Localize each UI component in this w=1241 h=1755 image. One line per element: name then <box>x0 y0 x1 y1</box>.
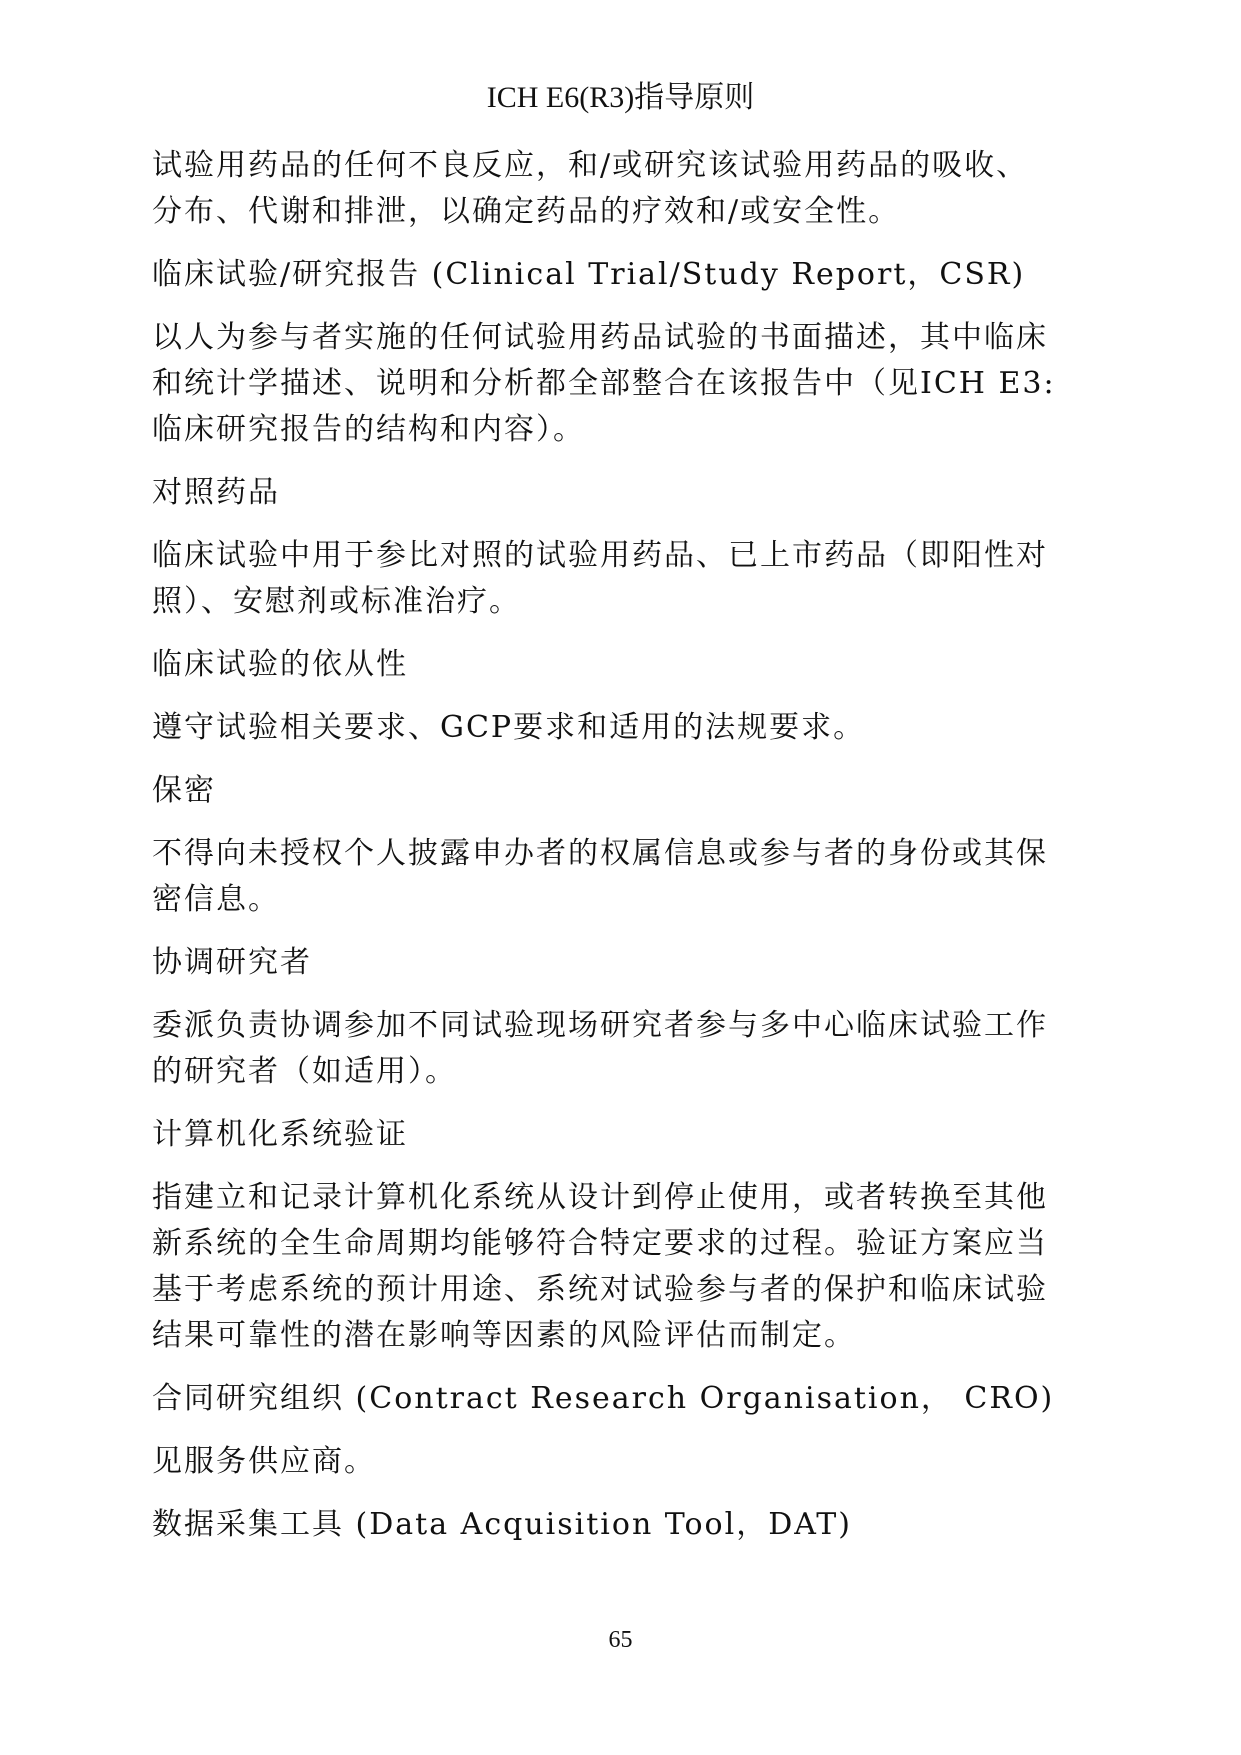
intro-definition <box>152 143 1092 235</box>
definition-line: 遵守试验相关要求、GCP要求和适用的法规要求。 <box>152 710 866 745</box>
definition-line: 临床研究报告的结构和内容）。 <box>152 412 585 447</box>
definition-line: 结果可靠性的潜在影响等因素的风险评估而制定。 <box>152 1318 856 1353</box>
definition-line: 指建立和记录计算机化系统从设计到停止使用，或者转换至其他 <box>152 1180 1048 1215</box>
term-heading: 临床试验/研究报告 (Clinical Trial/Study Report，CSR) <box>152 257 1026 292</box>
term-heading: 数据采集工具 (Data Acquisition Tool，DAT) <box>152 1507 852 1542</box>
definition-line: 以人为参与者实施的任何试验用药品试验的书面描述，其中临床 <box>152 320 1048 355</box>
definition-line: 见服务供应商。 <box>152 1444 376 1479</box>
definition-line: 照）、安慰剂或标准治疗。 <box>152 584 521 619</box>
glossary-entry-cro <box>152 1376 1092 1485</box>
term-heading: 计算机化系统验证 <box>152 1117 408 1152</box>
glossary-entry-compliance <box>152 642 1092 751</box>
term-heading: 保密 <box>152 773 216 808</box>
term-heading: 临床试验的依从性 <box>152 647 408 682</box>
glossary-content <box>152 143 1092 1565</box>
definition-line: 试验用药品的任何不良反应，和/或研究该试验用药品的吸收、 <box>152 148 1029 183</box>
term-definition <box>152 831 1092 923</box>
page-header-title: ICH E6(R3)指导原则 <box>486 81 755 114</box>
definition-line: 不得向未授权个人披露申办者的权属信息或参与者的身份或其保 <box>152 836 1048 871</box>
term-definition <box>152 1003 1092 1095</box>
definition-line: 委派负责协调参加不同试验现场研究者参与多中心临床试验工作 <box>152 1008 1048 1043</box>
term-definition <box>152 1439 1092 1485</box>
glossary-entry-confidentiality <box>152 768 1092 923</box>
glossary-entry-comparator <box>152 470 1092 625</box>
term-heading: 对照药品 <box>152 475 280 510</box>
definition-line: 临床试验中用于参比对照的试验用药品、已上市药品（即阳性对 <box>152 538 1048 573</box>
definition-line: 分布、代谢和排泄，以确定药品的疗效和/或安全性。 <box>152 194 901 229</box>
term-definition <box>152 1175 1092 1359</box>
definition-line: 密信息。 <box>152 882 280 917</box>
term-heading: 协调研究者 <box>152 945 312 980</box>
definition-line: 和统计学描述、说明和分析都全部整合在该报告中（见ICH E3: <box>152 366 1056 401</box>
term-definition <box>152 533 1092 625</box>
glossary-entry-dat <box>152 1502 1092 1548</box>
term-definition <box>152 315 1092 453</box>
glossary-entry-system-validation <box>152 1112 1092 1359</box>
glossary-entry-csr <box>152 252 1092 453</box>
definition-line: 的研究者（如适用）。 <box>152 1054 457 1089</box>
definition-line: 新系统的全生命周期均能够符合特定要求的过程。验证方案应当 <box>152 1226 1048 1261</box>
term-definition <box>152 705 1092 751</box>
glossary-entry-coordinating-investigator <box>152 940 1092 1095</box>
page-number: 65 <box>608 1627 633 1653</box>
term-heading: 合同研究组织 (Contract Research Organisation， CRO) <box>152 1381 1055 1416</box>
definition-line: 基于考虑系统的预计用途、系统对试验参与者的保护和临床试验 <box>152 1272 1048 1307</box>
